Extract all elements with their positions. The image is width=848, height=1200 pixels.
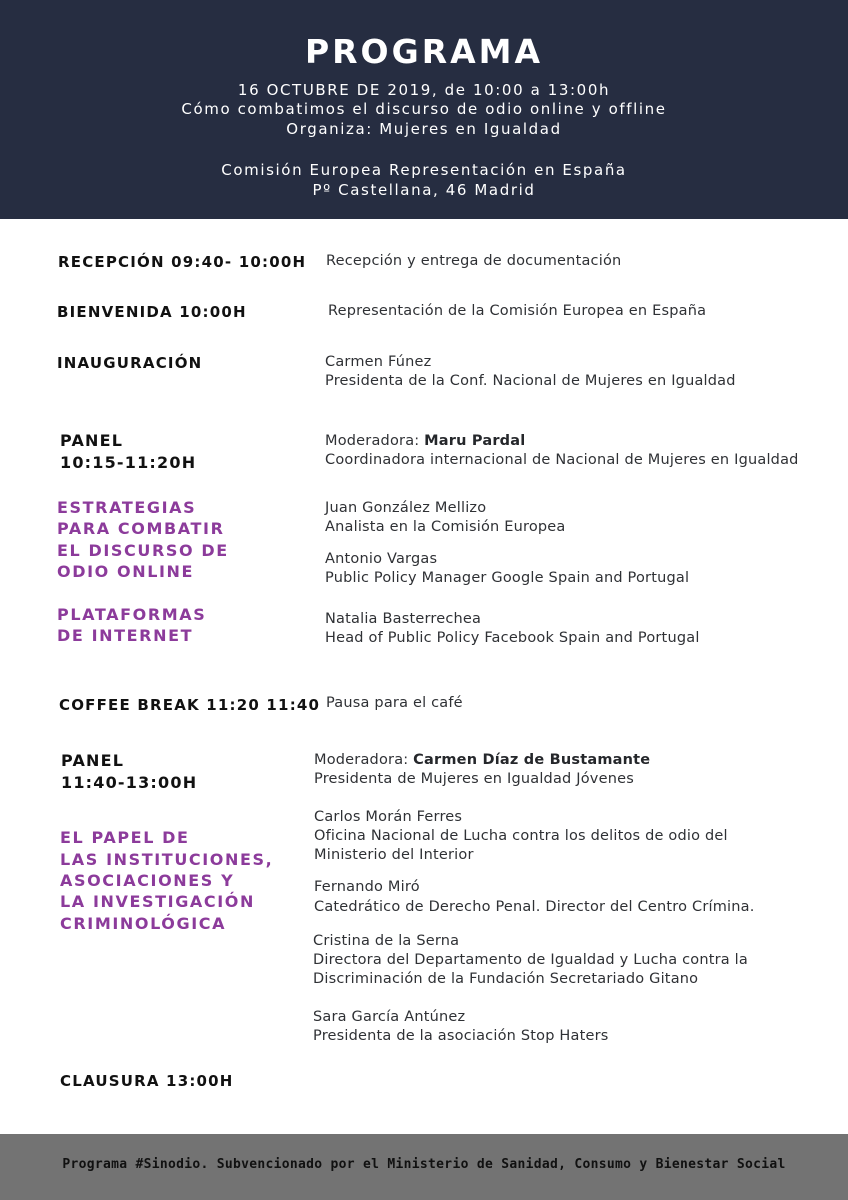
speaker-role: Catedrático de Derecho Penal. Director del Centro Crímina.	[314, 899, 755, 915]
moderator-prefix: Moderadora:	[325, 433, 425, 449]
moderator-name: Carmen Díaz de Bustamante	[413, 752, 651, 768]
speaker-name: Sara García Antúnez	[313, 1009, 466, 1025]
footer-banner	[0, 1134, 848, 1200]
coffee-break-text: Pausa para el café	[326, 695, 463, 711]
panel1-label: PANEL	[60, 431, 124, 450]
speaker-name: Natalia Basterrechea	[325, 611, 482, 627]
panel2-label: PANEL	[61, 751, 125, 770]
panel1-moderator	[325, 432, 525, 451]
speaker-name: Carlos Morán Ferres	[314, 809, 463, 825]
speaker-name: Fernando Miró	[314, 879, 420, 895]
event-organizer: Organiza: Mujeres en Igualdad	[286, 120, 562, 138]
panel2-moderator-role: Presidenta de Mujeres en Igualdad Jóvenes	[314, 771, 634, 787]
panel1-topic2-line: DE INTERNET	[57, 626, 194, 645]
speaker-role: Public Policy Manager Google Spain and Portugal	[325, 570, 690, 586]
inauguracion-speaker-role: Presidenta de la Conf. Nacional de Mujeres en Igualdad	[325, 373, 736, 389]
panel2-topic-line: EL PAPEL DE	[60, 828, 190, 847]
bienvenida-label: BIENVENIDA 10:00H	[57, 303, 247, 321]
coffee-break-label: COFFEE BREAK 11:20 11:40	[59, 696, 321, 714]
speaker-role: Discriminación de la Fundación Secretariado Gitano	[313, 971, 699, 987]
panel2-time: 11:40-13:00H	[61, 773, 198, 792]
speaker-role: Head of Public Policy Facebook Spain and Portugal	[325, 630, 700, 646]
event-subject: Cómo combatimos el discurso de odio online y offline	[181, 100, 667, 118]
speaker-name: Cristina de la Serna	[313, 933, 460, 949]
moderator-name: Maru Pardal	[424, 433, 526, 449]
panel2-topic-line: CRIMINOLÓGICA	[60, 914, 227, 933]
speaker-role: Presidenta de la asociación Stop Haters	[313, 1028, 609, 1044]
page-title: PROGRAMA	[304, 32, 544, 71]
bienvenida-text: Representación de la Comisión Europea en España	[328, 303, 707, 319]
footer-text: Programa #Sinodio. Subvencionado por el Ministerio de Sanidad, Consumo y Bienestar Social	[62, 1157, 786, 1172]
speaker-name: Juan González Mellizo	[325, 500, 487, 516]
speaker-role: Ministerio del Interior	[314, 847, 474, 863]
event-date: 16 OCTUBRE DE 2019, de 10:00 a 13:00h	[237, 81, 611, 99]
speaker-role: Analista en la Comisión Europea	[325, 519, 566, 535]
panel2-moderator	[314, 751, 650, 770]
recepcion-label: RECEPCIÓN 09:40- 10:00H	[58, 253, 307, 271]
panel2-topic-line: LAS INSTITUCIONES,	[60, 850, 274, 869]
event-address: Pº Castellana, 46 Madrid	[312, 181, 536, 199]
panel2-topic-line: LA INVESTIGACIÓN	[60, 892, 255, 911]
inauguracion-speaker-name: Carmen Fúnez	[325, 354, 432, 370]
panel1-time: 10:15-11:20H	[60, 453, 197, 472]
panel1-topic2-line: PLATAFORMAS	[57, 605, 207, 624]
moderator-prefix: Moderadora:	[314, 752, 414, 768]
panel2-topic-line: ASOCIACIONES Y	[60, 871, 235, 890]
speaker-name: Antonio Vargas	[325, 551, 438, 567]
panel1-moderator-role: Coordinadora internacional de Nacional de Mujeres en Igualdad	[325, 452, 799, 468]
inauguracion-label: INAUGURACIÓN	[57, 354, 203, 372]
panel1-topic1-line: ESTRATEGIAS	[57, 498, 197, 517]
panel1-topic1-line: PARA COMBATIR	[57, 519, 225, 538]
panel1-topic1-line: EL DISCURSO DE	[57, 541, 229, 560]
clausura-label: CLAUSURA 13:00H	[60, 1072, 234, 1090]
event-venue: Comisión Europea Representación en España	[221, 161, 627, 179]
header-banner	[0, 0, 848, 219]
speaker-role: Oficina Nacional de Lucha contra los delitos de odio del	[314, 828, 728, 844]
speaker-role: Directora del Departamento de Igualdad y Lucha contra la	[313, 952, 748, 968]
recepcion-text: Recepción y entrega de documentación	[326, 253, 622, 269]
panel1-topic1-line: ODIO ONLINE	[57, 562, 195, 581]
